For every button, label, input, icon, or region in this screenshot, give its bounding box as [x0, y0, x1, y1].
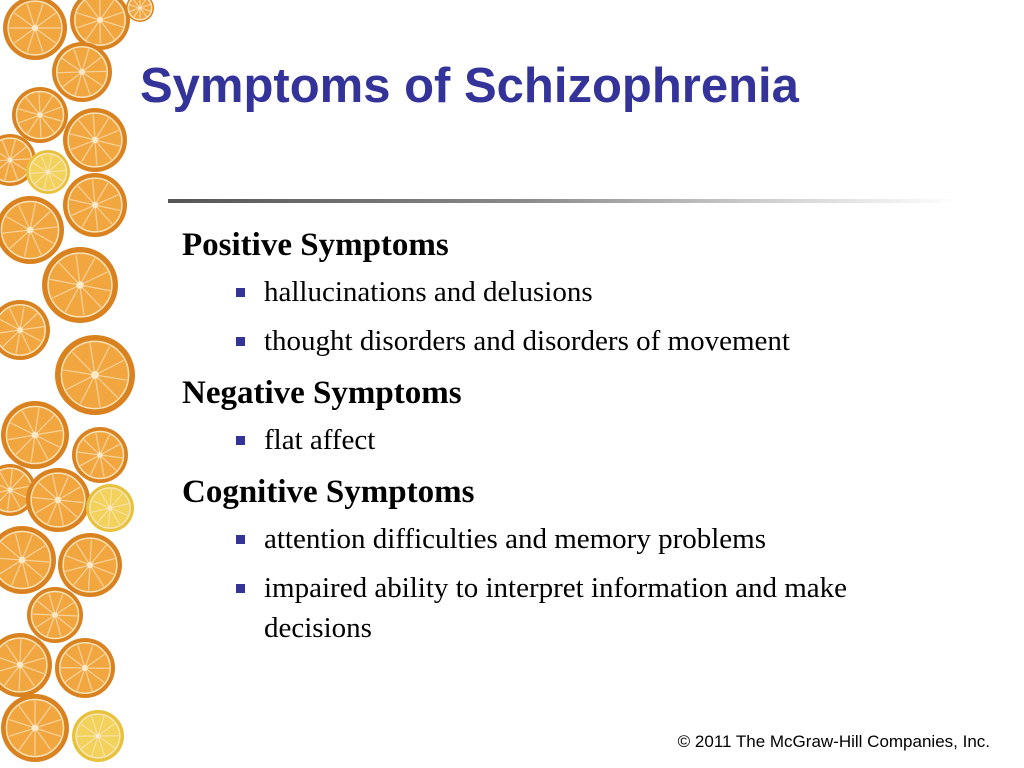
orange-slice-icon — [52, 42, 112, 102]
citrus-slices-decoration — [0, 0, 170, 768]
list-item-text: hallucinations and delusions — [264, 276, 593, 308]
orange-slice-icon — [0, 196, 64, 264]
list-item — [182, 321, 904, 361]
list-item — [182, 568, 904, 648]
slide-content — [182, 222, 982, 657]
square-bullet-icon — [236, 436, 245, 445]
lemon-slice-icon — [86, 484, 134, 532]
section-positive-symptoms — [182, 222, 982, 361]
list-item — [182, 519, 904, 559]
list-item-text: thought disorders and disorders of movement — [264, 325, 790, 357]
orange-slice-icon — [55, 638, 115, 698]
orange-slice-icon — [1, 401, 69, 469]
list-item — [182, 272, 904, 312]
orange-slice-icon — [63, 108, 127, 172]
orange-slice-icon — [12, 87, 68, 143]
slide-title: Symptoms of Schizophrenia — [140, 59, 799, 113]
copyright-footer: © 2011 The McGraw-Hill Companies, Inc. — [677, 732, 990, 751]
orange-slice-icon — [1, 694, 69, 762]
list-item-text: flat affect — [264, 424, 376, 456]
bullet-list — [182, 272, 982, 361]
square-bullet-icon — [236, 288, 245, 297]
orange-slice-icon — [55, 335, 135, 415]
orange-slice-icon — [126, 0, 154, 22]
section-negative-symptoms — [182, 370, 982, 460]
orange-slice-icon — [27, 587, 83, 643]
list-item-text: attention difficulties and memory problems — [264, 523, 767, 555]
orange-slice-icon — [42, 247, 118, 323]
section-heading: Negative Symptoms — [182, 375, 462, 411]
square-bullet-icon — [236, 535, 245, 544]
lemon-slice-icon — [72, 710, 124, 762]
orange-slice-icon — [0, 633, 52, 697]
orange-slice-icon — [72, 427, 128, 483]
orange-slice-icon — [0, 300, 50, 360]
bullet-list — [182, 420, 982, 460]
square-bullet-icon — [236, 584, 245, 593]
square-bullet-icon — [236, 337, 245, 346]
bullet-list — [182, 519, 982, 648]
list-item-text: impaired ability to interpret information and make decisions — [264, 572, 848, 644]
lemon-slice-icon — [26, 150, 70, 194]
orange-slice-icon — [63, 173, 127, 237]
title-divider — [168, 199, 958, 203]
section-heading: Cognitive Symptoms — [182, 474, 475, 510]
list-item — [182, 420, 904, 460]
orange-slice-icon — [3, 0, 67, 60]
section-heading: Positive Symptoms — [182, 227, 449, 263]
orange-slice-icon — [58, 533, 122, 597]
section-cognitive-symptoms — [182, 469, 982, 648]
orange-slice-icon — [0, 526, 56, 594]
orange-slice-icon — [26, 468, 90, 532]
